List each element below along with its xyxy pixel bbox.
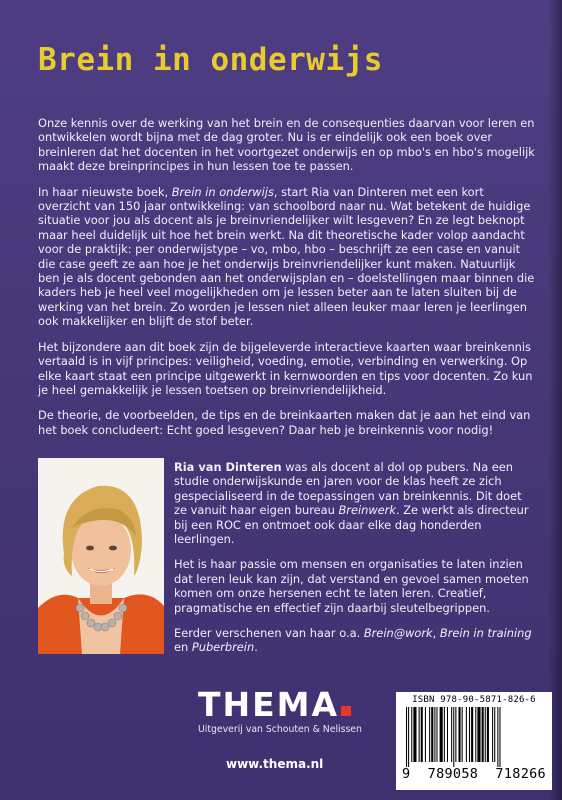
barcode-bar xyxy=(453,707,454,767)
barcode-bar xyxy=(425,707,426,762)
barcode-bar xyxy=(440,707,443,762)
bio-company: Breinwerk xyxy=(338,503,396,518)
barcode-bar xyxy=(419,707,420,762)
barcode-bar xyxy=(475,707,476,762)
barcode-bars-icon xyxy=(402,707,546,767)
blurb-paragraph-2 xyxy=(38,185,536,329)
logo-dot-icon xyxy=(341,706,351,716)
author-portrait-illustration xyxy=(38,458,164,654)
blurb-paragraph-3: Het bijzondere aan dit boek zijn de bijgeleverde interactieve kaarten waar breinkennis vertaald is in vijf principes: veiligheid, voeding, emotie, verbinding en verwerking. Op elke kaart staat een principe uitgewerkt in kernwoorden en tips voor docenten. Zo kun je heel gemakkelijk je lessen toetsen op breinvriendelijkheid. xyxy=(38,339,533,397)
bio-book-2: Brein in training xyxy=(439,626,532,641)
barcode-bar xyxy=(444,707,445,762)
barcode-bar xyxy=(408,707,409,767)
barcode-digits-left: 789058 xyxy=(427,766,479,782)
publisher-wordmark xyxy=(198,685,358,724)
bio-p3-sep: , xyxy=(432,626,440,641)
barcode-digits xyxy=(402,766,546,782)
barcode-bar xyxy=(459,707,461,762)
barcode-bar xyxy=(436,707,437,762)
bio-p1-start: was als docent al dol op pubers. Na een studie onderwijskunde en jaren voor de klas heeft ze zich gespecialiseerd in de toepassingen van breinkennis. Dit doet ze vanuit haar eigen bureau xyxy=(174,460,522,518)
barcode-bar xyxy=(431,707,433,762)
blurb-book-title: Brein in onderwijs xyxy=(171,184,274,199)
barcode-digit-first: 9 xyxy=(402,766,411,782)
barcode-bar xyxy=(451,707,452,762)
bio-p3-and: en xyxy=(174,640,192,655)
barcode-bar xyxy=(471,707,473,762)
barcode-bar xyxy=(411,707,412,762)
barcode-bar xyxy=(406,707,407,767)
barcode-bar xyxy=(462,707,463,762)
bio-paragraph-1 xyxy=(174,460,536,546)
blurb-paragraph-4: De theorie, de voorbeelden, de tips en de breinkaarten maken dat je aan het eind van het boek concludeert: Echt goed lesgeven? Daar heb je breinkennis voor nodig! xyxy=(38,408,531,437)
barcode-bar xyxy=(485,707,486,762)
bio-book-3: Puberbrein xyxy=(191,640,255,655)
barcode-bar xyxy=(413,707,416,762)
barcode-bar xyxy=(497,707,498,767)
barcode-bar xyxy=(482,707,484,762)
barcode-bar xyxy=(499,707,500,767)
barcode-bar xyxy=(434,707,435,762)
barcode-bar xyxy=(469,707,470,762)
publisher-name: THEMA xyxy=(198,685,340,724)
barcode-bar xyxy=(429,707,430,762)
publisher-website: www.thema.nl xyxy=(226,757,324,771)
blurb-p2-rest: , start Ria van Dinteren met een kort overzicht van 150 jaar ontwikkeling: van schoolbord naar nu. Wat betekent de huidige situatie voor jou als docent als je breinvriendelijker wilt lesgeven? En ze legt beknopt maar heel duidelijk uit hoe het brein werkt. Na dit theoretische kader volop aandacht voor de praktijk: per onderwijstype – vo, mbo, hbo – beschrijft ze een case en vanuit die case geeft ze aan hoe je het onderwijs breinvriendelijker kunt maken. Natuurlijk ben je als docent gebonden aan het onderwijsplan en – doelstellingen maar binnen die kaders heb je heel veel mogelijkheden om je lessen beter aan te laten sluiten bij de werking van het brein. Zo worden je lessen niet alleen leuker maar leren je leerlingen ook makkelijker en blijft de stof beter. xyxy=(38,184,535,329)
bio-p1-rest: . Ze werkt als directeur bij een ROC en ontmoet ook daar elke dag honderden leerlingen. xyxy=(174,503,529,547)
bio-p3-end: . xyxy=(254,640,258,655)
bio-paragraph-2: Het is haar passie om mensen en organisaties te laten inzien dat leren leuk kan zijn, dat verstand en gevoel samen moeten komen om onze hersenen echt te laten leren. Creatief, pragmatische en effectief zijn daarbij sleutelbegrippen. xyxy=(174,557,529,615)
barcode-bar xyxy=(492,707,493,762)
barcode-bar xyxy=(421,707,423,762)
author-name: Ria van Dinteren xyxy=(174,460,282,474)
isbn-label: ISBN 978-90-5871-826-6 xyxy=(412,695,536,705)
blurb-p2-start: In haar nieuwste boek, xyxy=(38,184,172,199)
blurb-paragraph-1: Onze kennis over de werking van het brein en de consequenties daarvan voor leren en ontwikkelen wordt bijna met de dag groter. Nu is er eindelijk ook een boek over breinleren dat het docenten in het voortgezet onderwijs en op mbo's en hbo's mogelijk maakt deze breinprincipes in hun lessen toe te passen. xyxy=(38,116,535,174)
barcode-digits-right: 718266 xyxy=(495,766,546,782)
barcode xyxy=(396,692,552,790)
barcode-bar xyxy=(477,707,480,762)
book-title: Brein in onderwijs xyxy=(38,42,383,78)
bio-book-1: Brein@work xyxy=(363,626,433,641)
bio-paragraph-3 xyxy=(174,626,536,655)
publisher-logo xyxy=(198,685,362,735)
barcode-bar xyxy=(447,707,448,762)
barcode-bar xyxy=(494,707,495,762)
author-bio xyxy=(174,460,536,666)
barcode-bar xyxy=(466,707,467,762)
blurb-text xyxy=(38,116,536,448)
barcode-bar xyxy=(487,707,489,762)
publisher-subtitle: Uitgeverij van Schouten & Nelissen xyxy=(198,724,362,735)
spine-shadow xyxy=(548,0,562,800)
barcode-bar xyxy=(455,707,456,762)
bio-p3-start: Eerder verschenen van haar o.a. xyxy=(174,626,364,641)
author-photo xyxy=(38,458,164,654)
